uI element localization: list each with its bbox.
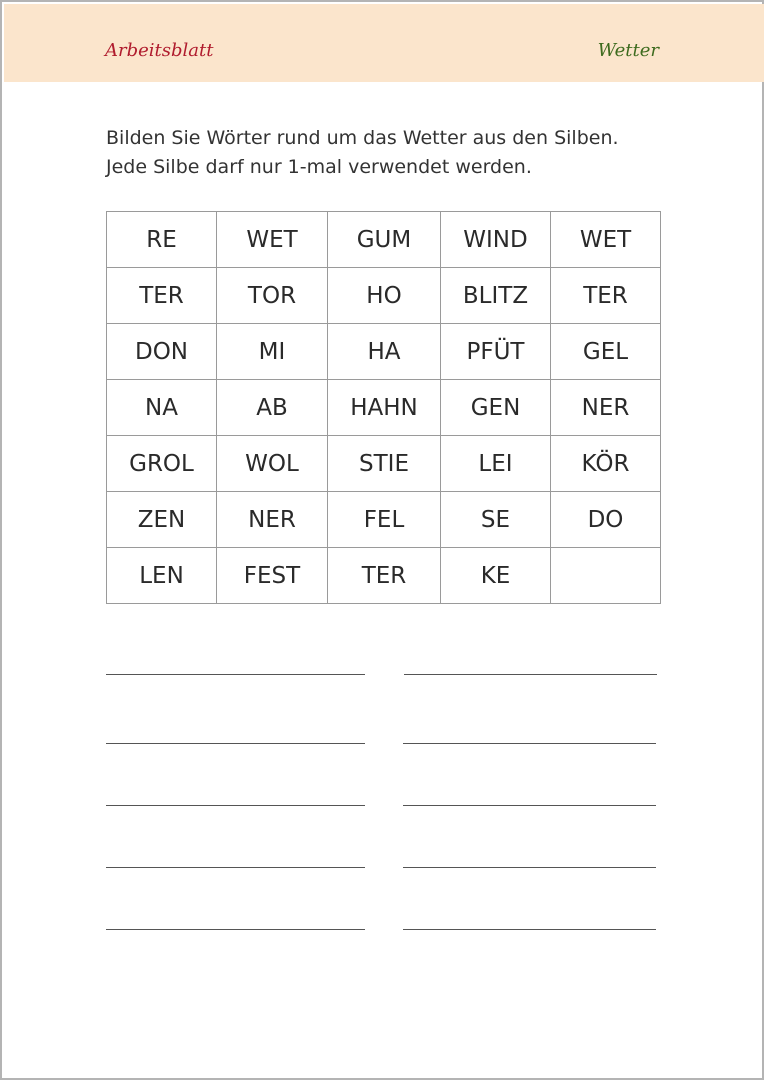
worksheet-label: Arbeitsblatt [105,40,214,61]
syllable-cell: BLITZ [441,268,551,324]
syllable-cell: WOL [217,436,328,492]
instructions [106,124,666,182]
syllable-cell: SE [441,492,551,548]
answer-line[interactable] [106,805,365,806]
answer-line[interactable] [403,929,656,930]
answer-line[interactable] [403,867,656,868]
answer-line[interactable] [106,929,365,930]
syllable-cell: HA [328,324,441,380]
table-row [107,380,661,436]
answer-line[interactable] [106,743,365,744]
table-row [107,324,661,380]
syllable-cell: GROL [107,436,217,492]
syllable-cell: NER [551,380,661,436]
table-row [107,212,661,268]
instruction-line-2: Jede Silbe darf nur 1-mal verwendet werden. [106,156,532,178]
answer-line[interactable] [403,743,656,744]
syllable-cell: AB [217,380,328,436]
table-row [107,436,661,492]
syllable-cell: WET [551,212,661,268]
syllable-cell: PFÜT [441,324,551,380]
empty-cell [551,548,661,604]
syllable-cell: HAHN [328,380,441,436]
syllable-cell: LEN [107,548,217,604]
syllable-cell: TER [107,268,217,324]
syllable-cell: FEL [328,492,441,548]
topic-label: Wetter [597,40,659,61]
syllable-cell: STIE [328,436,441,492]
syllable-cell: GEL [551,324,661,380]
syllable-cell: LEI [441,436,551,492]
syllable-cell: DON [107,324,217,380]
syllable-table [106,211,661,604]
syllable-cell: KÖR [551,436,661,492]
syllable-cell: MI [217,324,328,380]
syllable-cell: ZEN [107,492,217,548]
syllable-cell: KE [441,548,551,604]
syllable-cell: DO [551,492,661,548]
syllable-cell: GUM [328,212,441,268]
syllable-cell: GEN [441,380,551,436]
table-row [107,492,661,548]
syllable-cell: NA [107,380,217,436]
syllable-cell: WET [217,212,328,268]
syllable-cell: HO [328,268,441,324]
syllable-cell: TER [551,268,661,324]
answer-line[interactable] [106,867,365,868]
answer-line[interactable] [404,674,657,675]
syllable-cell: TOR [217,268,328,324]
table-row [107,548,661,604]
syllable-cell: RE [107,212,217,268]
syllable-cell: FEST [217,548,328,604]
syllable-cell: NER [217,492,328,548]
answer-line[interactable] [403,805,656,806]
syllable-cell: TER [328,548,441,604]
table-row [107,268,661,324]
syllable-cell: WIND [441,212,551,268]
answer-line[interactable] [106,674,365,675]
instruction-line-1: Bilden Sie Wörter rund um das Wetter aus den Silben. [106,127,619,149]
